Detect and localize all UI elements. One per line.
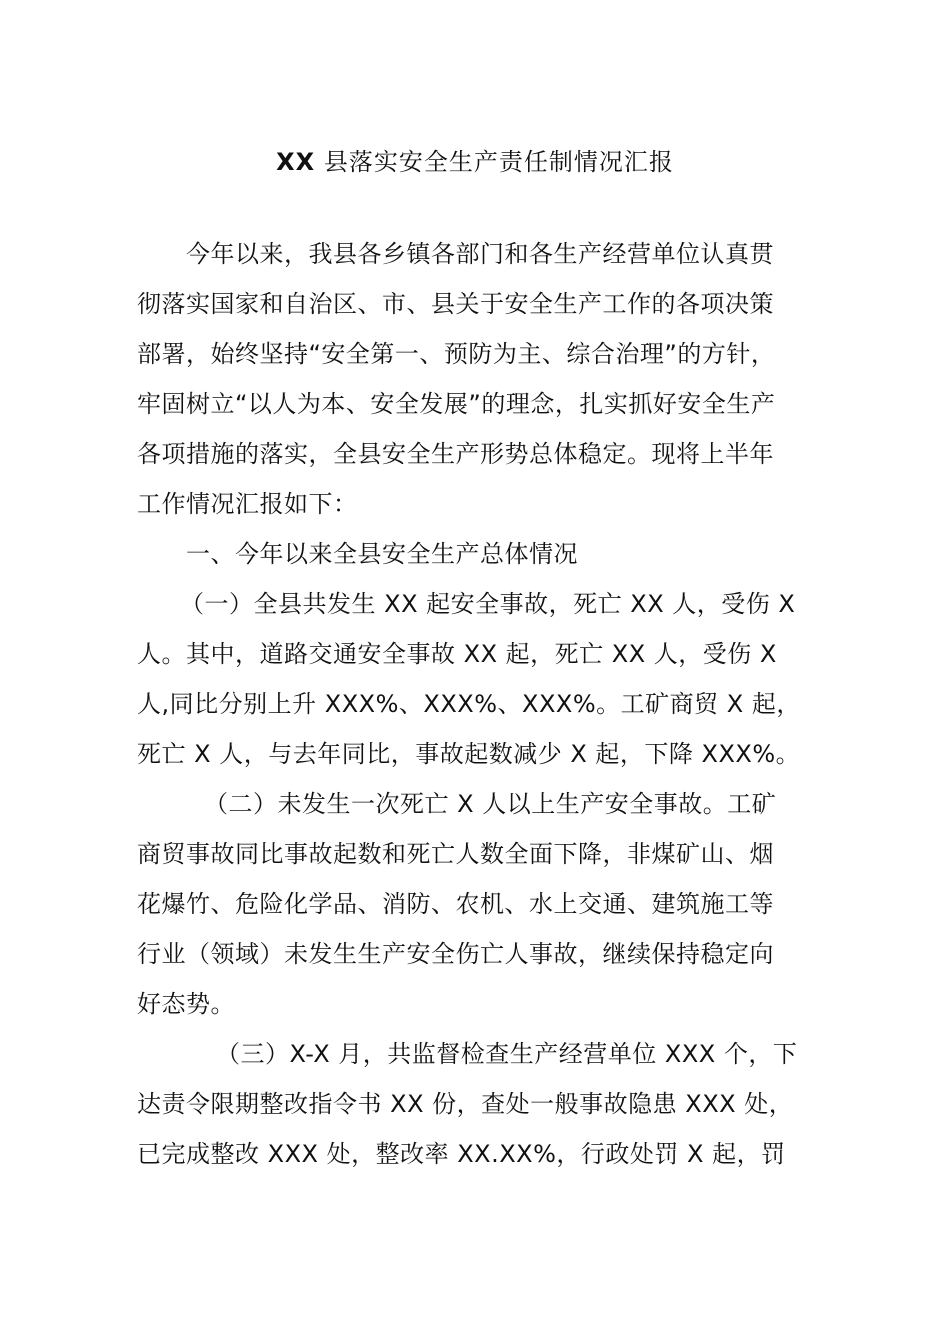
text-line: 工作情况汇报如下： xyxy=(137,490,358,518)
text-line: 商贸事故同比事故起数和死亡人数全面下降，非煤矿山、烟 xyxy=(137,840,774,868)
text-line: 彻落实国家和自治区、市、县关于安全生产工作的各项决策 xyxy=(137,290,774,318)
section-heading: 一、今年以来全县安全生产总体情况 xyxy=(186,540,578,568)
text-line: 牢固树立“以人为本、安全发展”的理念，扎实抓好安全生产 xyxy=(137,390,776,418)
text-line: 行业（领域）未发生生产安全伤亡人事故，继续保持稳定向 xyxy=(137,940,774,968)
text-line: （三）X-X 月，共监督检查生产经营单位 XXX 个，下 xyxy=(216,1040,798,1068)
text-line: 人,同比分别上升 XXX%、XXX%、XXX%。工矿商贸 X 起， xyxy=(137,690,801,718)
text-line: （二）未发生一次死亡 X 人以上生产安全事故。工矿 xyxy=(204,790,777,818)
text-line: 已完成整改 XXX 处，整改率 XX.XX%，行政处罚 X 起，罚 xyxy=(137,1140,786,1168)
document-title xyxy=(0,144,950,180)
text-line: 好态势。 xyxy=(137,990,235,1018)
text-line: 死亡 X 人，与去年同比，事故起数减少 X 起，下降 XXX%。 xyxy=(137,740,801,768)
text-line: （一）全县共发生 XX 起安全事故，死亡 XX 人，受伤 X xyxy=(180,590,796,618)
text-line: 今年以来，我县各乡镇各部门和各生产经营单位认真贯 xyxy=(186,240,774,268)
title-text: 县落实安全生产责任制情况汇报 xyxy=(323,148,674,176)
text-line: 各项措施的落实，全县安全生产形势总体稳定。现将上半年 xyxy=(137,440,774,468)
text-line: 花爆竹、危险化学品、消防、农机、水上交通、建筑施工等 xyxy=(137,890,774,918)
title-prefix: XX xyxy=(276,148,316,176)
text-line: 人。其中，道路交通安全事故 XX 起，死亡 XX 人，受伤 X xyxy=(137,640,777,668)
text-line: 达责令限期整改指令书 XX 份，查处一般事故隐患 XXX 处， xyxy=(137,1090,794,1118)
text-line: 部署，始终坚持“安全第一、预防为主、综合治理”的方针， xyxy=(137,340,776,368)
